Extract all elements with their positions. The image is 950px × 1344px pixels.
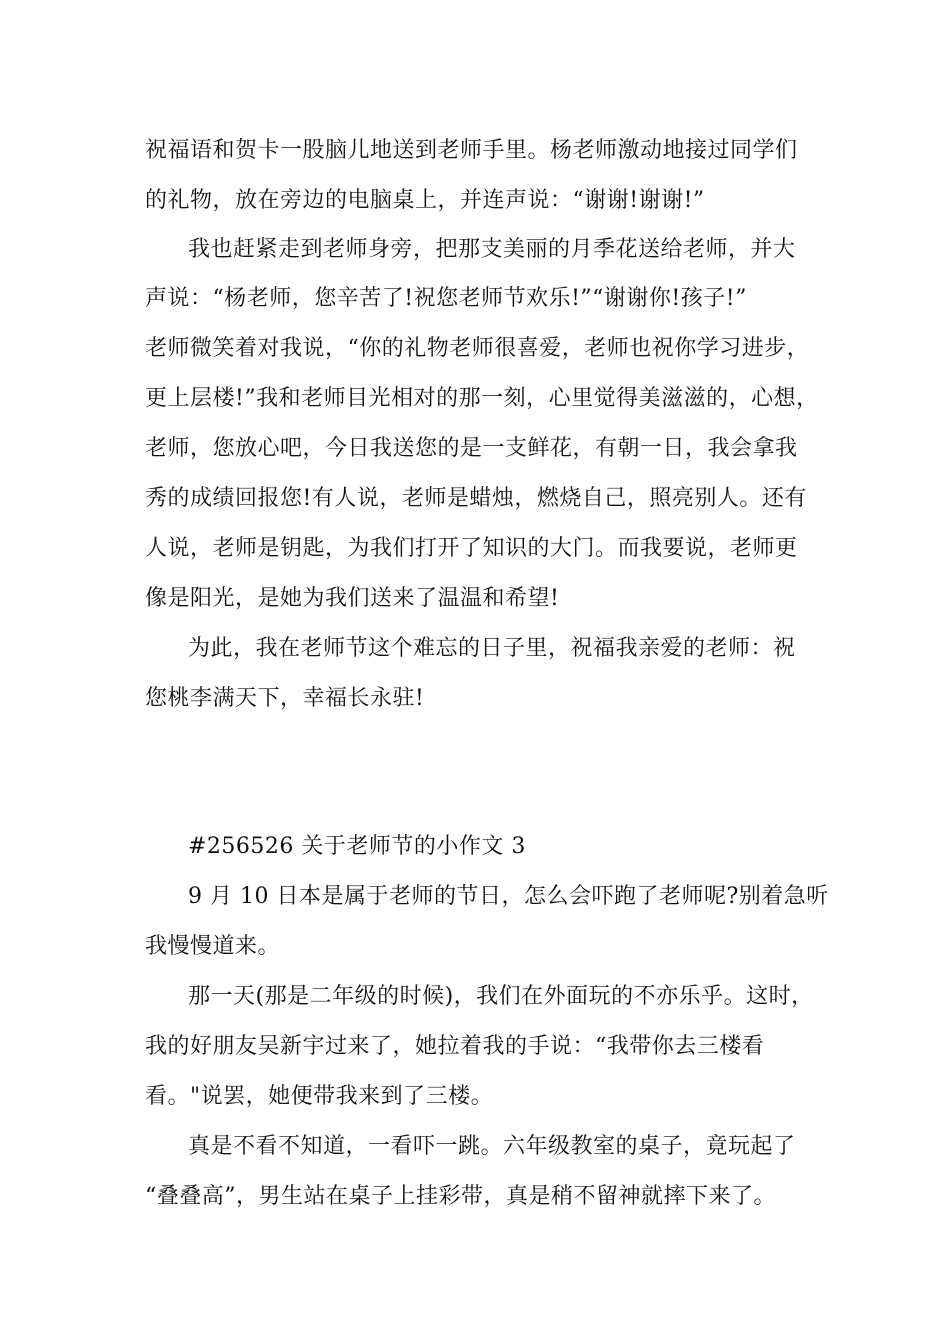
text-line: 人说，老师是钥匙，为我们打开了知识的大门。而我要说，老师更	[145, 536, 798, 561]
text-line: 像是阳光，是她为我们送来了温温和希望!	[145, 586, 560, 611]
text-line: 我的好朋友吴新宇过来了，她拉着我的手说：“我带你去三楼看	[145, 1034, 765, 1059]
text-line: 祝福语和贺卡一股脑儿地送到老师手里。杨老师激动地接过同学们	[145, 138, 798, 163]
paragraph-first-line: 我也赶紧走到老师身旁，把那支美丽的月季花送给老师，并大	[188, 237, 796, 262]
text-line: 的礼物，放在旁边的电脑桌上，并连声说：“谢谢!谢谢!”	[145, 188, 705, 213]
text-line: 更上层楼!”我和老师目光相对的那一刻，心里觉得美滋滋的，心想，	[145, 386, 819, 411]
text-line: 看。"说罢，她便带我来到了三楼。	[145, 1084, 494, 1109]
paragraph-first-line: 9 月 10 日本是属于老师的节日，怎么会吓跑了老师呢?别着急听	[188, 884, 829, 909]
text-line: 老师微笑着对我说，“你的礼物老师很喜爱，老师也祝你学习进步，	[145, 336, 810, 361]
text-line: 您桃李满天下，幸福长永驻!	[145, 686, 425, 711]
paragraph-first-line: 那一天(那是二年级的时候)，我们在外面玩的不亦乐乎。这时，	[188, 984, 814, 1009]
paragraph-first-line: 真是不看不知道，一看吓一跳。六年级教室的桌子，竟玩起了	[188, 1134, 796, 1159]
paragraph-first-line: 为此，我在老师节这个难忘的日子里，祝福我亲爱的老师：祝	[188, 636, 796, 661]
text-line: 声说：“杨老师，您辛苦了!祝您老师节欢乐!”“谢谢你!孩子!”	[145, 286, 747, 311]
section-heading: #256526 关于老师节的小作文 3	[188, 834, 526, 859]
text-line: 老师，您放心吧，今日我送您的是一支鲜花，有朝一日，我会拿我	[145, 436, 798, 461]
text-line: 秀的成绩回报您!有人说，老师是蜡烛，燃烧自己，照亮别人。还有	[145, 486, 807, 511]
text-line: 我慢慢道来。	[145, 934, 281, 959]
text-line: “叠叠高”，男生站在桌子上挂彩带，真是稍不留神就摔下来了。	[145, 1184, 776, 1209]
